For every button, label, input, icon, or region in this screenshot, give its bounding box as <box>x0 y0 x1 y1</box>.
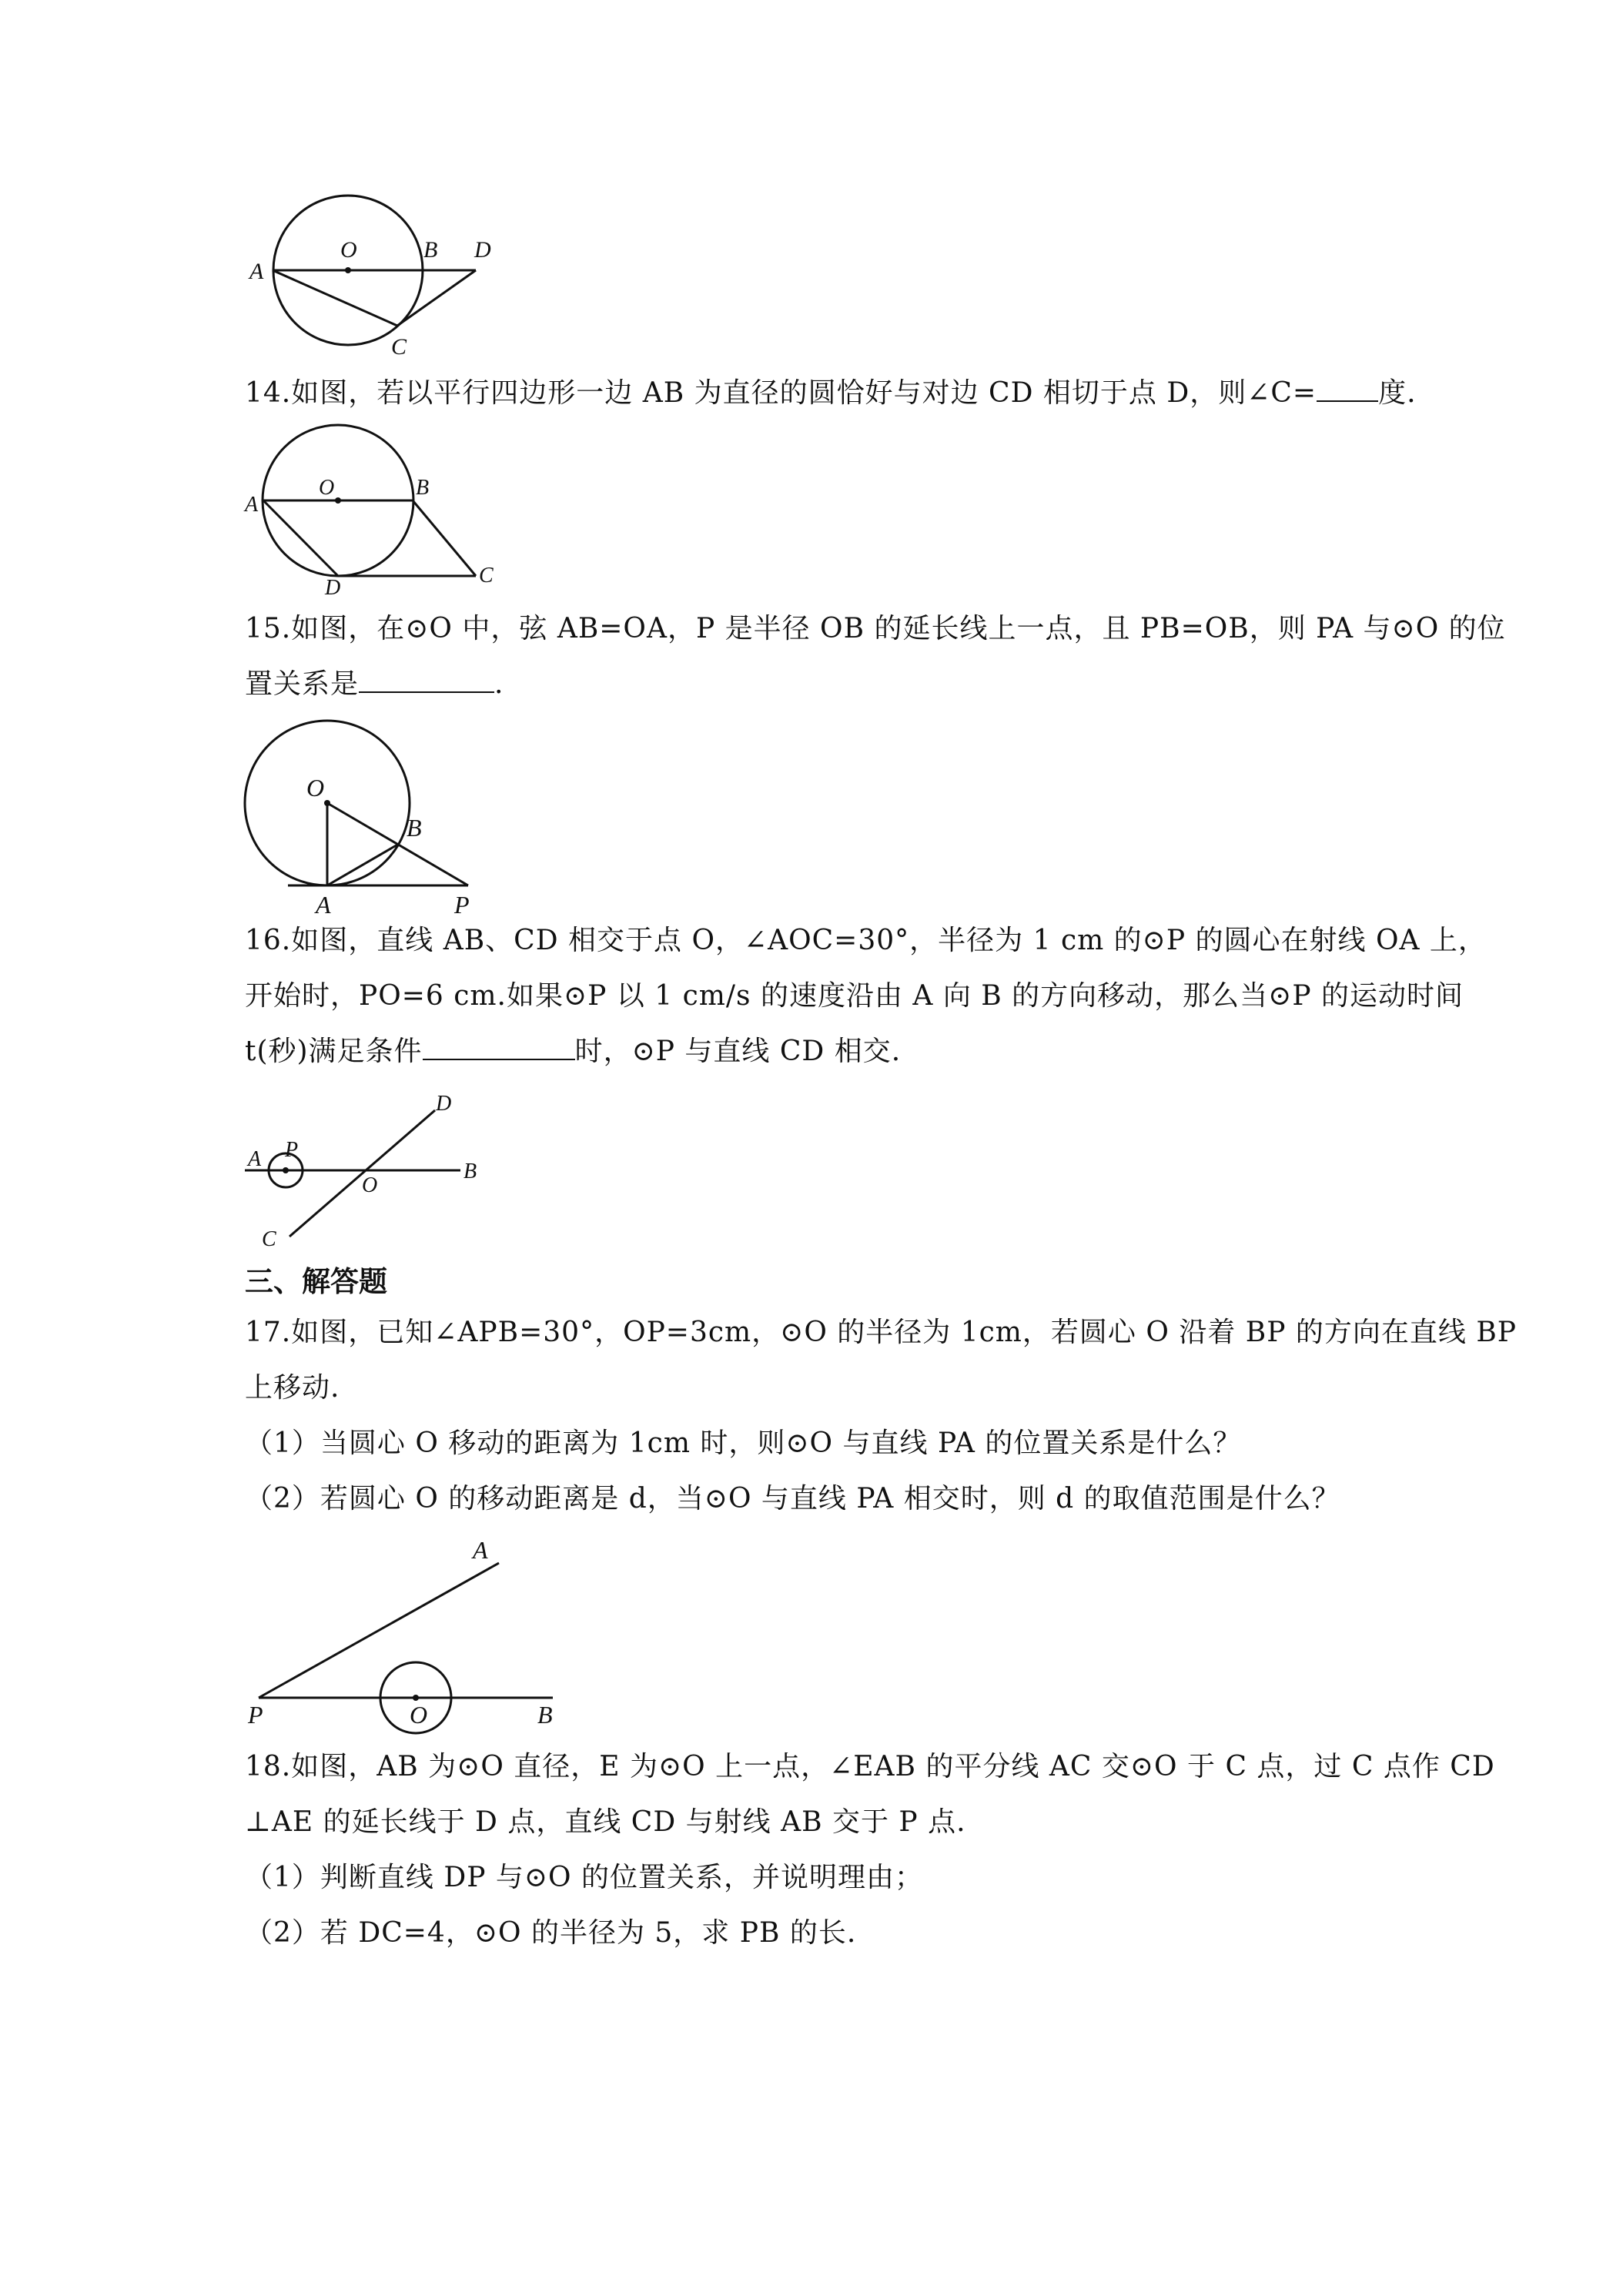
label-P: P <box>454 891 470 919</box>
answer-blank-16[interactable] <box>423 1033 575 1060</box>
question-18-line-2: ⊥AE 的延长线于 D 点，直线 CD 与射线 AB 交于 P 点. <box>245 1806 966 1838</box>
question-17-sub-2: （2）若圆心 O 的移动距离是 d，当⊙O 与直线 PA 相交时，则 d 的取值范围是什么？ <box>245 1483 1340 1514</box>
question-17-line-2: 上移动. <box>245 1372 340 1404</box>
question-14-text: 14.如图，若以平行四边形一边 AB 为直径的圆恰好与对边 CD 相切于点 D，则∠C= <box>245 377 1317 409</box>
label-A: A <box>245 493 259 517</box>
question-18-line-1: 18.如图，AB 为⊙O 直径，E 为⊙O 上一点，∠EAB 的平分线 AC 交⊙O 于 C 点，过 C 点作 CD <box>245 1751 1495 1782</box>
section-heading: 三、解答题 <box>245 1265 387 1298</box>
label-O: O <box>306 774 325 802</box>
label-B: B <box>407 814 422 842</box>
question-17-line-1: 17.如图，已知∠APB=30°，OP=3cm，⊙O 的半径为 1cm，若圆心 O 沿着 BP 的方向在直线 BP <box>245 1317 1518 1348</box>
question-15-line-2 <box>245 665 504 704</box>
question-16-line-1: 16.如图，直线 AB、CD 相交于点 O，∠AOC=30°，半径为 1 cm 的⊙P 的圆心在射线 OA 上， <box>245 925 1487 956</box>
label-P: P <box>248 1701 263 1729</box>
question-16-tail: 时，⊙P 与直线 CD 相交. <box>574 1036 902 1067</box>
question-16-line-2: 开始时，PO=6 cm.如果⊙P 以 1 cm/s 的速度沿由 A 向 B 的方向移动，那么当⊙P 的运动时间 <box>245 980 1464 1012</box>
label-A: A <box>248 1147 262 1171</box>
figure-16 <box>245 1092 491 1250</box>
question-18-sub-2: （2）若 DC=4，⊙O 的半径为 5，求 PB 的长. <box>245 1917 857 1949</box>
question-16-line-3 <box>245 1033 901 1071</box>
label-B: B <box>416 476 430 500</box>
question-14-tail: 度. <box>1378 377 1417 409</box>
figure-13 <box>245 192 507 362</box>
label-A: A <box>473 1536 488 1564</box>
label-P: P <box>285 1138 299 1162</box>
question-17-sub-1: （1）当圆心 O 移动的距离为 1cm 时，则⊙O 与直线 PA 的位置关系是什么？ <box>245 1427 1242 1459</box>
answer-blank-14[interactable] <box>1317 374 1378 402</box>
question-15-tail: . <box>494 668 504 700</box>
label-B: B <box>423 237 438 263</box>
label-O: O <box>362 1173 378 1197</box>
answer-blank-15[interactable] <box>359 665 494 693</box>
label-D: D <box>436 1092 452 1116</box>
question-16-text: t(秒)满足条件 <box>245 1036 423 1067</box>
label-C: C <box>391 334 407 360</box>
label-B: B <box>463 1160 477 1183</box>
label-B: B <box>537 1701 553 1729</box>
label-C: C <box>262 1227 276 1251</box>
figure-17 <box>245 1537 568 1734</box>
question-15-text: 置关系是 <box>245 668 360 700</box>
label-A: A <box>316 891 331 919</box>
label-D: D <box>325 576 341 600</box>
figure-14 <box>245 434 507 600</box>
label-O: O <box>410 1701 428 1729</box>
question-18-sub-1: （1）判断直线 DP 与⊙O 的位置关系，并说明理由； <box>245 1862 923 1893</box>
label-D: D <box>474 237 491 263</box>
question-14 <box>245 374 1417 413</box>
label-A: A <box>249 259 264 284</box>
label-C: C <box>479 564 494 587</box>
question-15-line-1: 15.如图，在⊙O 中，弦 AB=OA，P 是半径 OB 的延长线上一点，且 PB=OB，则 PA 与⊙O 的位 <box>245 613 1506 644</box>
label-O: O <box>340 237 357 263</box>
label-O: O <box>319 476 335 500</box>
figure-15 <box>245 724 507 919</box>
